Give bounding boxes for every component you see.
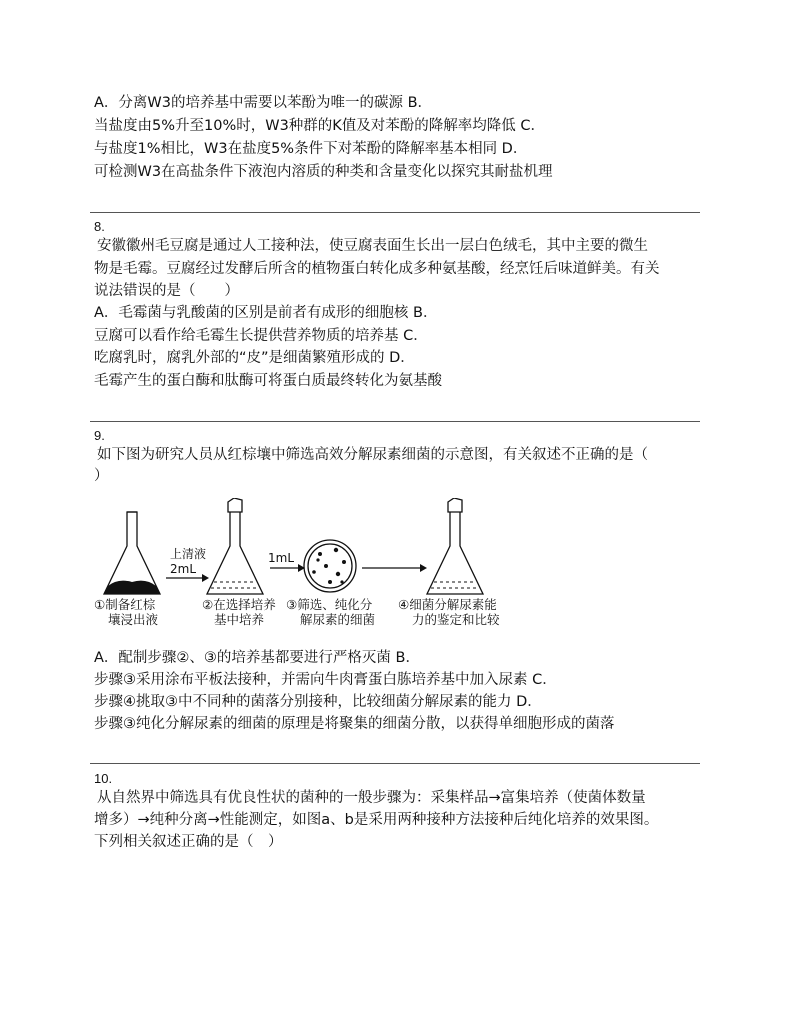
figure-caption-1: ①制备红棕 — [94, 597, 156, 612]
divider — [90, 212, 700, 213]
q10-stem-line-3: 下列相关叙述正确的是（ ） — [94, 834, 283, 850]
q8-option-d: 毛霉产生的蛋白酶和肽酶可将蛋白质最终转化为氨基酸 — [94, 373, 442, 389]
conical-flask-icon — [104, 512, 160, 594]
q9-option-c: 步骤④挑取③中不同种的菌落分别接种，比较细菌分解尿素的能力 D． — [94, 694, 542, 710]
q8-option-b: 豆腐可以看作给毛霉生长提供营养物质的培养基 C． — [94, 328, 428, 344]
divider — [90, 421, 700, 422]
q8-option-c: 吃腐乳时，腐乳外部的“皮”是细菌繁殖形成的 D． — [94, 350, 415, 366]
figure-caption-1: 壤浸出液 — [108, 612, 159, 627]
q7-option-a: A．分离W3的培养基中需要以苯酚为唯一的碳源 B． — [94, 95, 433, 111]
q9-option-d: 步骤③纯化分解尿素的细菌的原理是将聚集的细菌分散，以获得单细胞形成的菌落 — [94, 716, 615, 732]
question-number: 10. — [94, 771, 113, 786]
figure-caption-2: ②在选择培养 — [202, 597, 276, 612]
q9-stem-line-1: 如下图为研究人员从红棕壤中筛选高效分解尿素细菌的示意图，有关叙述不正确的是（ — [97, 447, 648, 463]
q7-option-b: 当盐度由5%升至10%时，W3种群的K值及对苯酚的降解率均降低 C． — [94, 118, 546, 134]
arrow-label-top: 1mL — [268, 551, 295, 565]
arrow-label-top: 上清液 — [170, 547, 207, 561]
arrow-icon — [420, 564, 427, 572]
q8-option-a: A．毛霉菌与乳酸菌的区别是前者有成形的细胞核 B． — [94, 305, 438, 321]
figure-caption-4: ④细菌分解尿素能 — [398, 597, 497, 612]
q9-stem-line-2: ） — [94, 468, 109, 484]
q8-stem-line-3: 说法错误的是（ ） — [94, 283, 239, 299]
divider — [90, 763, 700, 764]
figure-caption-3: 解尿素的细菌 — [300, 612, 376, 627]
arrow-icon — [202, 574, 209, 582]
figure-caption-3: ③筛选、纯化分 — [286, 597, 373, 612]
q7-option-d: 可检测W3在高盐条件下液泡内溶质的种类和含量变化以探究其耐盐机理 — [94, 164, 553, 180]
experiment-figure — [90, 498, 530, 636]
q9-option-a: A．配制步骤②、③的培养基都要进行严格灭菌 B． — [94, 650, 420, 666]
q10-stem-line-2: 增多）→纯种分离→性能测定，如图a、b是采用两种接种方法接种后纯化培养的效果图。 — [94, 812, 659, 828]
figure-caption-4: 力的鉴定和比较 — [412, 612, 500, 627]
figure-caption-2: 基中培养 — [214, 612, 265, 627]
question-number: 9. — [94, 428, 105, 443]
petri-dish-icon — [304, 540, 356, 592]
arrow-label-bottom: 2mL — [170, 562, 197, 576]
question-number: 8. — [94, 219, 105, 234]
q7-option-c: 与盐度1%相比，W3在盐度5%条件下对苯酚的降解率基本相同 D． — [94, 141, 528, 157]
q8-stem-line-2: 物是毛霉。豆腐经过发酵后所含的植物蛋白转化成多种氨基酸，经烹饪后味道鲜美。有关 — [94, 261, 660, 277]
q8-stem-line-1: 安徽徽州毛豆腐是通过人工接种法，使豆腐表面生长出一层白色绒毛，其中主要的微生 — [97, 238, 648, 254]
q10-stem-line-1: 从自然界中筛选具有优良性状的菌种的一般步骤为：采集样品→富集培养（使菌体数量 — [97, 790, 646, 806]
q9-option-b: 步骤③采用涂布平板法接种，并需向牛肉膏蛋白胨培养基中加入尿素 C． — [94, 672, 557, 688]
